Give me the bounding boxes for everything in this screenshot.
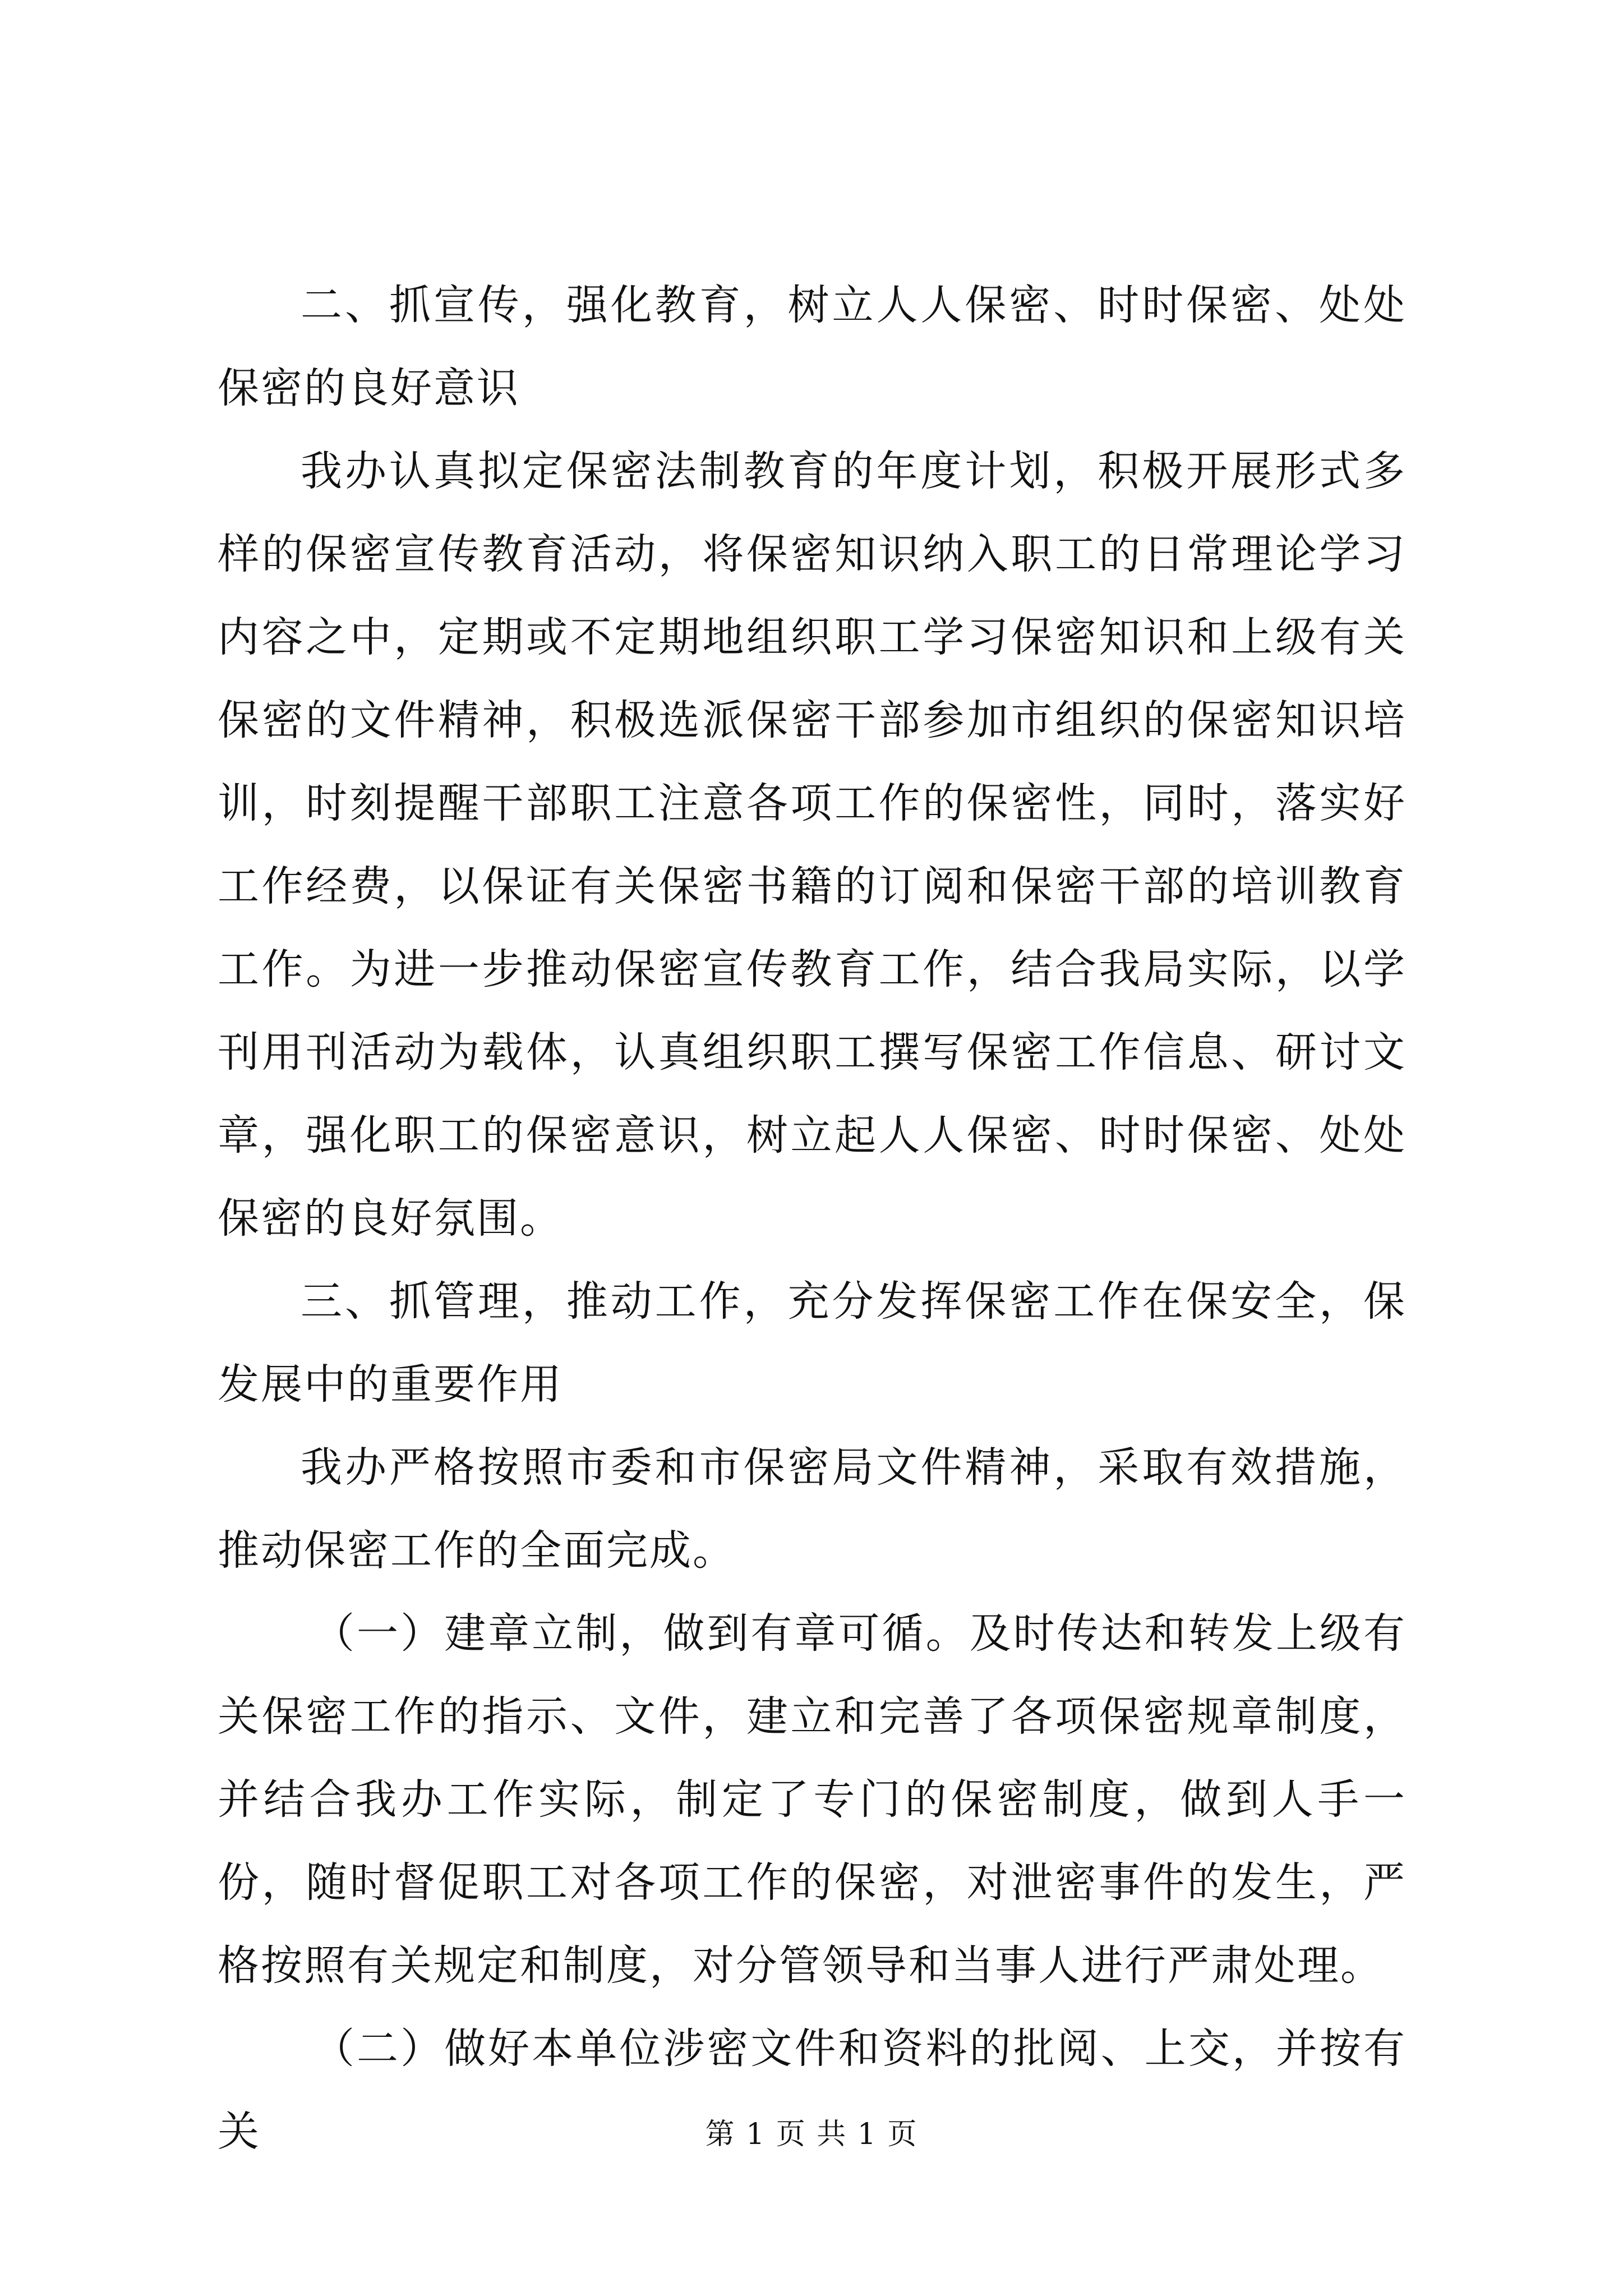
section-heading-2: 二、抓宣传，强化教育，树立人人保密、时时保密、处处保密的良好意识 <box>218 281 1407 412</box>
subsection-paragraph-2: （二）做好本单位涉密文件和资料的批阅、上交，并按有关 <box>218 2024 1407 2156</box>
body-paragraph: 我办认真拟定保密法制教育的年度计划，积极开展形式多样的保密宣传教育活动，将保密知识纳入职工的日常理论学习内容之中，定期或不定期地组织职工学习保密知识和上级有关保密的文件精神，积极选派保密干部参加市组织的保密知识培训，时刻提醒干部职工注意各项工作的保密性，同时，落实好工作经费，以保证有关保密书籍的订阅和保密干部的培训教育工作。为进一步推动保密宣传教育工作，结合我局实际，以学刊用刊活动为载体，认真组织职工撰写保密工作信息、研讨文章，强化职工的保密意识，树立起人人保密、时时保密、处处保密的良好氛围。 <box>218 447 1407 1243</box>
document-body <box>218 264 1407 2173</box>
page-footer: 第 1 页 共 1 页 <box>705 2118 918 2151</box>
subsection-paragraph-1: （一）建章立制，做到有章可循。及时传达和转发上级有关保密工作的指示、文件，建立和完善了各项保密规章制度，并结合我办工作实际，制定了专门的保密制度，做到人手一份，随时督促职工对各项工作的保密，对泄密事件的发生，严格按照有关规定和制度，对分管领导和当事人进行严肃处理。 <box>218 1609 1407 1990</box>
body-paragraph: 我办严格按照市委和市保密局文件精神，采取有效措施，推动保密工作的全面完成。 <box>218 1443 1407 1575</box>
section-heading-3: 三、抓管理，推动工作，充分发挥保密工作在保安全，保发展中的重要作用 <box>218 1277 1407 1409</box>
